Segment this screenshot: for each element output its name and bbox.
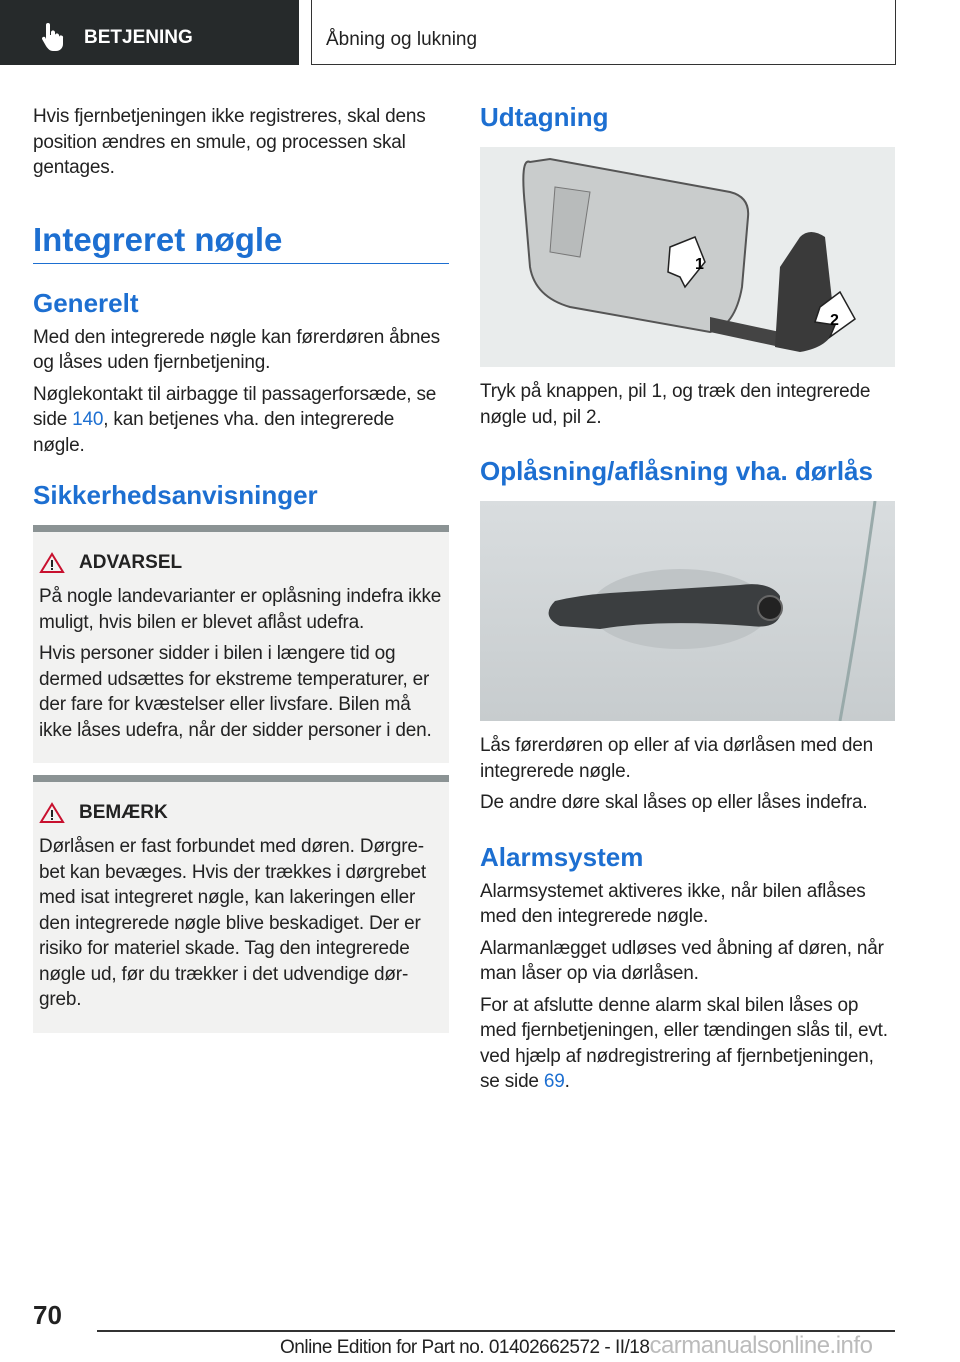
note-text: Dørlåsen er fast forbundet med døren. Dørgrebet kan bevæges. Hvis der trækkes i dørgrebet med isat integreret nøgle, kan lakeringen eller den integrerede nøgle blive beskadiget. Der er risiko for materiel skade. Tag den integrerede nøgle ud, før du trækker i det udvendige dørgreb.: [39, 836, 427, 1010]
warning-triangle-icon: [39, 552, 65, 574]
doerlaas-text-1: Lås førerdøren op eller af via dørlåsen med den integrerede nøgle.: [480, 735, 873, 782]
footer: [280, 1332, 872, 1360]
warning-text: På nogle landevarianter er oplåsning indefra ikke muligt, hvis bilen er blevet aflåst udefra.: [39, 586, 442, 633]
watermark: carmanualsonline.info: [649, 1332, 873, 1359]
door-handle-photo: [480, 501, 895, 721]
edition-text: Online Edition for Part no. 01402662572 - II/18: [280, 1337, 650, 1358]
page-link-140[interactable]: 140: [72, 409, 104, 430]
right-column: [480, 102, 896, 1101]
note-box: [33, 775, 449, 1033]
alarm-text-1: Alarmsystemet aktiveres ikke, når bilen aflåses med den integrerede nøgle.: [480, 880, 866, 927]
section-title: BETJENING: [84, 26, 193, 48]
hand-pointer-icon: [40, 23, 64, 51]
heading-alarmsystem: Alarmsystem: [480, 841, 644, 872]
warning-triangle-icon: [39, 802, 65, 824]
heading-generelt: Generelt: [33, 287, 139, 318]
generelt-text: Med den integrerede nøgle kan førerdøren åbnes og låses uden fjernbetjening.: [33, 326, 440, 373]
arrow-label-1: 1: [695, 256, 704, 273]
note-title: BEMÆRK: [79, 802, 168, 823]
chapter-title: Åbning og lukning: [311, 0, 896, 65]
warning-box: [33, 525, 449, 763]
warning-title: ADVARSEL: [79, 552, 183, 573]
alarm-text-3: For at afslutte denne alarm skal bilen låses op med fjernbetjeningen, eller tændingen slås til, evt. ved hjælp af nødregistrering af fjernbetjeningen, se side 69.: [480, 994, 888, 1092]
key-removal-illustration: [480, 147, 895, 367]
heading-udtagning: Udtagning: [480, 102, 609, 132]
alarm-text-2: Alarmanlægget udløses ved åbning af døren, når man låser op via dørlåsen.: [480, 937, 884, 984]
heading-integreret-noegle: Integreret nøgle: [33, 221, 449, 264]
section-tab: [0, 0, 299, 65]
heading-sikkerhed: Sikkerhedsanvisninger: [33, 480, 318, 510]
udtagning-text: Tryk på knappen, pil 1, og træk den integrerede nøgle ud, pil 2.: [480, 381, 871, 428]
page-number: 70: [33, 1300, 62, 1330]
intro-text: Hvis fjernbetjeningen ikke registreres, skal dens position ændres en smule, og processen skal gentages.: [33, 106, 426, 178]
warning-text: Hvis personer sidder i bilen i længere tid og dermed udsættes for ekstreme temperaturer, er der fare for kvæstelser eller livsfare. Bilen må ikke låses udefra, når der sidder personer i den.: [39, 643, 432, 741]
arrow-label-2: 2: [830, 312, 839, 329]
doerlaas-text-2: De andre døre skal låses op eller låses indefra.: [480, 792, 868, 813]
page-link-69[interactable]: 69: [543, 1071, 565, 1092]
left-column: [33, 104, 449, 1045]
airbag-text: Nøglekontakt til airbagge til passagerforsæde, se side 140, kan betjenes vha. den integrerede nøgle.: [33, 383, 437, 456]
heading-doerlaas: Oplåsning/aflåsning vha. dørlås: [480, 456, 873, 486]
